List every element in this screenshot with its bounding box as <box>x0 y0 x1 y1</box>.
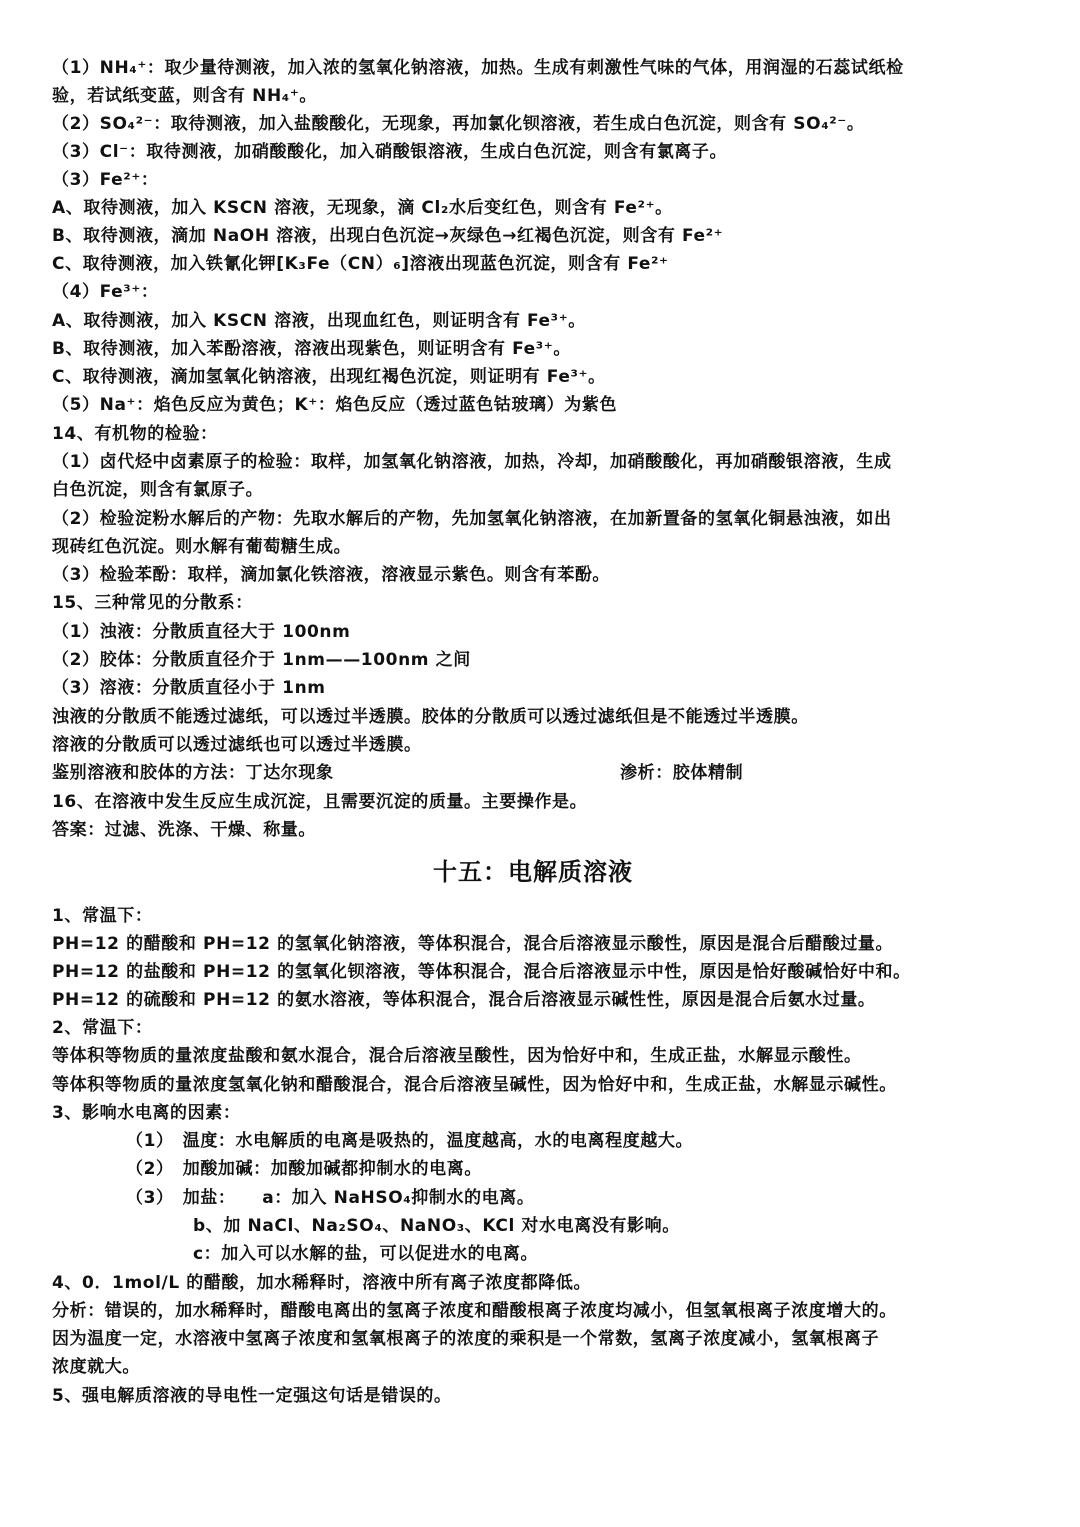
text-line: 验，若试纸变蓝，则含有 NH₄⁺。 <box>52 86 317 106</box>
text-line: 现砖红色沉淀。则水解有葡萄糖生成。 <box>52 537 352 557</box>
text-line: 浊液的分散质不能透过滤纸，可以透过半透膜。胶体的分散质可以透过滤纸但是不能透过半透膜。 <box>52 707 809 727</box>
text-line: 4、0．1mol/L 的醋酸，加水稀释时，溶液中所有离子浓度都降低。 <box>52 1273 592 1293</box>
text-line: 鉴别溶液和胶体的方法：丁达尔现象 <box>52 763 334 783</box>
text-line: b、加 NaCl、Na₂SO₄、NaNO₃、KCl 对水电离没有影响。 <box>193 1216 680 1236</box>
text-line: B、取待测液，加入苯酚溶液，溶液出现紫色，则证明含有 Fe³⁺。 <box>52 339 571 359</box>
text-line: 等体积等物质的量浓度盐酸和氨水混合，混合后溶液呈酸性，因为恰好中和，生成正盐，水解显示酸性。 <box>52 1046 862 1066</box>
text-line: PH=12 的硫酸和 PH=12 的氨水溶液，等体积混合，混合后溶液显示碱性性，原因是混合后氨水过量。 <box>52 990 876 1010</box>
text-line: （3） 加盐： a：加入 NaHSO₄抑制水的电离。 <box>126 1188 535 1208</box>
text-line: c：加入可以水解的盐，可以促进水的电离。 <box>193 1244 539 1264</box>
text-line: PH=12 的盐酸和 PH=12 的氢氧化钡溶液，等体积混合，混合后溶液显示中性，原因是恰好酸碱恰好中和。 <box>52 962 911 982</box>
text-line: 1、常温下： <box>52 906 153 926</box>
text-line: 渗析：胶体精制 <box>620 763 744 783</box>
section-title: 十五：电解质溶液 <box>433 858 633 886</box>
text-line: B、取待测液，滴加 NaOH 溶液，出现白色沉淀→灰绿色→红褐色沉淀，则含有 Fe²⁺ <box>52 226 724 246</box>
text-line: 14、有机物的检验： <box>52 424 218 444</box>
text-line: 2、常温下： <box>52 1018 153 1038</box>
text-line: （1） 温度：水电解质的电离是吸热的，温度越高，水的电离程度越大。 <box>126 1131 694 1151</box>
text-line: 答案：过滤、洗涤、干燥、称量。 <box>52 820 316 840</box>
text-line: 15、三种常见的分散系： <box>52 593 253 613</box>
text-line: （2）胶体：分散质直径介于 1nm——100nm 之间 <box>52 650 471 670</box>
text-line: 16、在溶液中发生反应生成沉淀，且需要沉淀的质量。主要操作是。 <box>52 792 588 812</box>
text-line: （1）浊液：分散质直径大于 100nm <box>52 622 351 642</box>
text-line: （3）Fe²⁺： <box>52 170 159 190</box>
text-line: 溶液的分散质可以透过滤纸也可以透过半透膜。 <box>52 735 422 755</box>
text-line: 分析：错误的，加水稀释时，醋酸电离出的氢离子浓度和醋酸根离子浓度均减小，但氢氧根离子浓度增大的。 <box>52 1301 897 1321</box>
text-line: C、取待测液，加入铁氰化钾[K₃Fe（CN）₆]溶液出现蓝色沉淀，则含有 Fe²⁺ <box>52 254 669 274</box>
text-line: （2）检验淀粉水解后的产物：先取水解后的产物，先加氢氧化钠溶液，在加新置备的氢氧化铜悬浊液，如出 <box>52 509 892 529</box>
text-line: 等体积等物质的量浓度氢氧化钠和醋酸混合，混合后溶液呈碱性，因为恰好中和，生成正盐，水解显示碱性。 <box>52 1075 897 1095</box>
text-line: （1）NH₄⁺：取少量待测液，加入浓的氢氧化钠溶液，加热。生成有刺激性气味的气体，用润湿的石蕊试纸检 <box>52 58 904 78</box>
text-line: 浓度就大。 <box>52 1357 140 1377</box>
text-line: （5）Na⁺：焰色反应为黄色；K⁺：焰色反应（透过蓝色钴玻璃）为紫色 <box>52 395 618 415</box>
text-line: 因为温度一定，水溶液中氢离子浓度和氢氧根离子的浓度的乘积是一个常数，氢离子浓度减小，氢氧根离子 <box>52 1329 880 1349</box>
text-line: 3、影响水电离的因素： <box>52 1103 241 1123</box>
text-line: （2）SO₄²⁻：取待测液，加入盐酸酸化，无现象，再加氯化钡溶液，若生成白色沉淀，则含有 SO₄²⁻。 <box>52 114 865 134</box>
text-line: A、取待测液，加入 KSCN 溶液，出现血红色，则证明含有 Fe³⁺。 <box>52 311 586 331</box>
text-line: （3）Cl⁻：取待测液，加硝酸酸化，加入硝酸银溶液，生成白色沉淀，则含有氯离子。 <box>52 142 728 162</box>
text-line: C、取待测液，滴加氢氧化钠溶液，出现红褐色沉淀，则证明有 Fe³⁺。 <box>52 367 606 387</box>
text-line: 5、强电解质溶液的导电性一定强这句话是错误的。 <box>52 1386 452 1406</box>
text-line: A、取待测液，加入 KSCN 溶液，无现象，滴 Cl₂水后变红色，则含有 Fe²⁺。 <box>52 198 673 218</box>
text-line: 白色沉淀，则含有氯原子。 <box>52 480 264 500</box>
text-line: （1）卤代烃中卤素原子的检验：取样，加氢氧化钠溶液，加热，冷却，加硝酸酸化，再加硝酸银溶液，生成 <box>52 452 892 472</box>
text-line: （4）Fe³⁺： <box>52 282 159 302</box>
text-line: （3）溶液：分散质直径小于 1nm <box>52 678 326 698</box>
text-line: （2） 加酸加碱：加酸加碱都抑制水的电离。 <box>126 1159 482 1179</box>
text-line: （3）检验苯酚：取样，滴加氯化铁溶液，溶液显示紫色。则含有苯酚。 <box>52 565 611 585</box>
text-line: PH=12 的醋酸和 PH=12 的氢氧化钠溶液，等体积混合，混合后溶液显示酸性，原因是混合后醋酸过量。 <box>52 934 894 954</box>
